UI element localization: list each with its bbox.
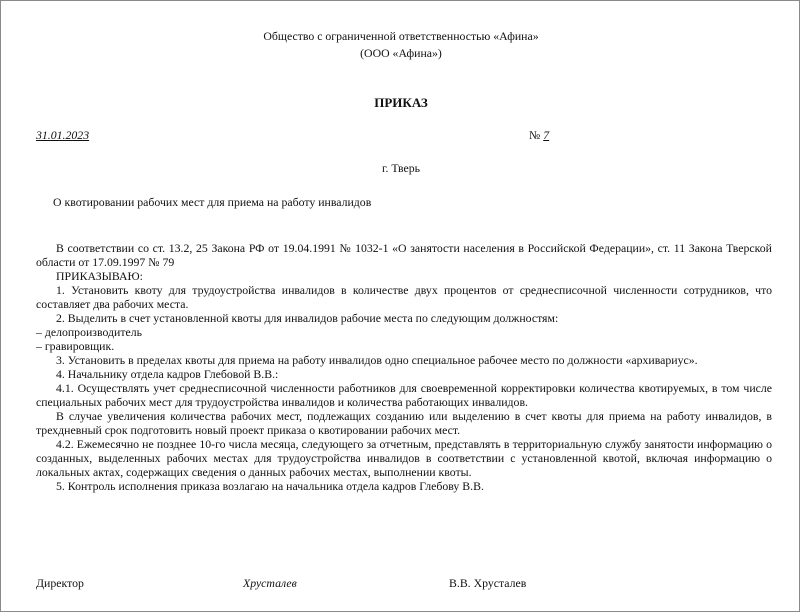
paragraph-4-1: 4.1. Осуществлять учет среднесписочной численности работников для своевременной корректировки количества квотируемых, в том числе специальных рабочих мест для трудоустройства инвалидов и количества работающих инвалидов.: [36, 381, 772, 409]
position-item-1: – делопроизводитель: [36, 325, 142, 339]
signature: Хрусталев: [243, 576, 297, 590]
signer-name: В.В. Хрусталев: [449, 576, 527, 590]
org-name: Общество с ограниченной ответственностью «Афина»: [263, 29, 539, 43]
paragraph-4-1-b: В случае увеличения количества рабочих мест, подлежащих созданию или выделению в счет квоты для приема на работу инвалидов, в трехдневный срок подготовить новый проект приказа о квотировании рабочих мест.: [36, 409, 772, 437]
number-prefix: №: [529, 128, 541, 142]
preamble: В соответствии со ст. 13.2, 25 Закона РФ от 19.04.1991 № 1032-1 «О занятости населения в Российской Федерации», ст. 11 Закона Тверской области от 17.09.1997 № 79: [36, 241, 772, 269]
position-item-2: – гравировщик.: [36, 339, 115, 353]
order-word: ПРИКАЗЫВАЮ:: [56, 269, 143, 283]
paragraph-2: 2. Выделить в счет установленной квоты для инвалидов рабочие места по следующим должностям:: [56, 311, 559, 325]
signer-position: Директор: [36, 576, 84, 590]
document-subject: О квотировании рабочих мест для приема на работу инвалидов: [53, 195, 372, 209]
paragraph-3: 3. Установить в пределах квоты для приема на работу инвалидов одно специальное рабочее место по должности «архивариус».: [56, 353, 698, 367]
paragraph-1: 1. Установить квоту для трудоустройства инвалидов в количестве двух процентов от среднесписочной численности сотрудников, что составляет два рабочих места.: [36, 283, 772, 311]
paragraph-4: 4. Начальнику отдела кадров Глебовой В.В.:: [56, 367, 279, 381]
document-city: г. Тверь: [381, 161, 421, 175]
document-title: ПРИКАЗ: [374, 95, 428, 110]
paragraph-4-2: 4.2. Ежемесячно не позднее 10-го числа месяца, следующего за отчетным, представлять в территориальную службу занятости информацию о созданных, выделенных рабочих местах для трудоустройства инвалидов в соответствии с установленной квотой, включая информацию о локальных актах, содержащих сведения о данных рабочих местах, выполнении квоты.: [36, 437, 772, 479]
number-value: 7: [543, 128, 550, 142]
org-short-name: (ООО «Афина»): [360, 46, 442, 60]
document-body: [36, 241, 772, 493]
document-number: [529, 128, 549, 142]
paragraph-5: 5. Контроль исполнения приказа возлагаю на начальника отдела кадров Глебову В.В.: [56, 479, 484, 493]
document-date: 31.01.2023: [36, 128, 90, 142]
